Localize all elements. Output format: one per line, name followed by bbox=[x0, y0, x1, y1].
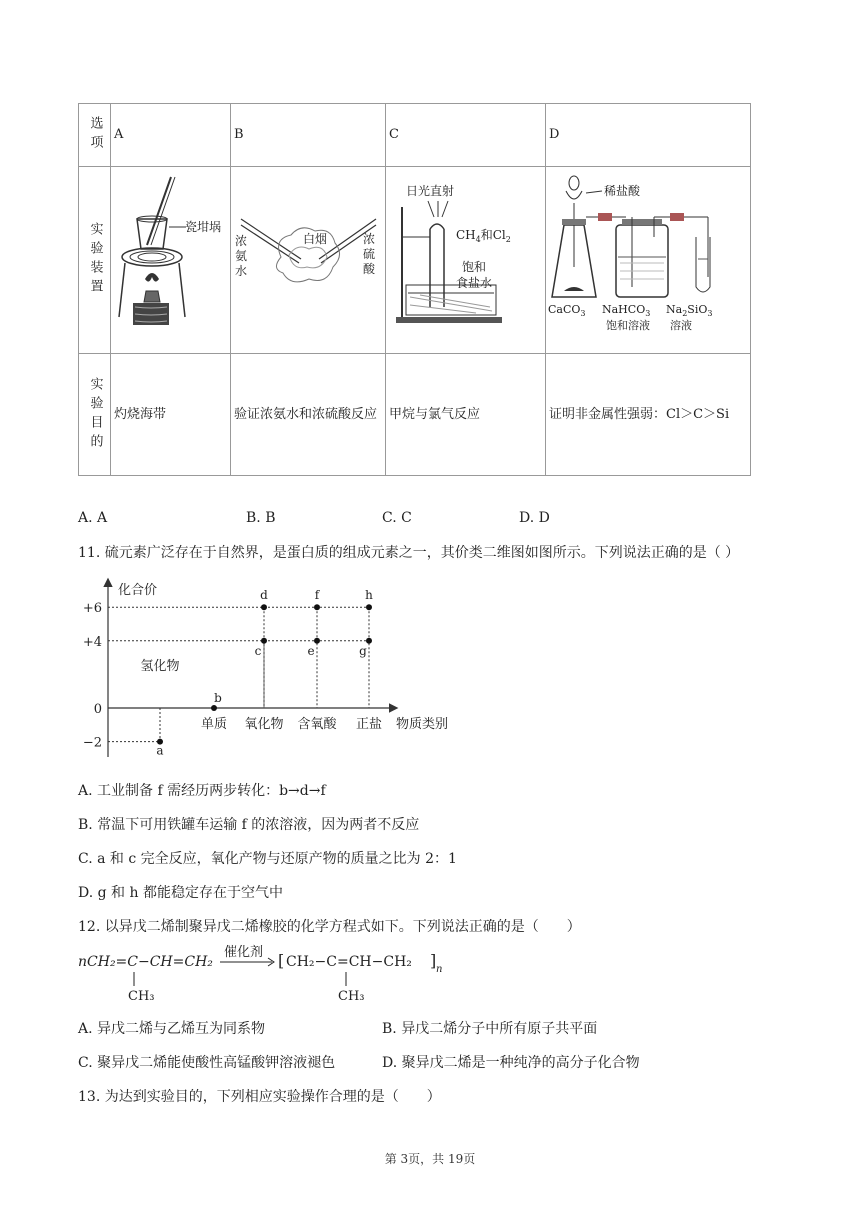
label-ch4-cl2: $CH_4$和$Cl_2$ bbox=[456, 228, 511, 244]
category-label: 含氧酸 bbox=[297, 717, 337, 732]
q10-choice-c[interactable]: C. C bbox=[382, 510, 412, 526]
label-caco3: CaCO$_3$ bbox=[548, 303, 586, 318]
table-row bbox=[79, 354, 751, 476]
purpose-c: 甲烷与氯气反应 bbox=[386, 354, 546, 476]
q13-stem: 13. 为达到实验目的，下列相应实验操作合理的是（ ） bbox=[78, 1089, 441, 1105]
table-row bbox=[79, 167, 751, 354]
q11-choice-a[interactable]: A. 工业制备 f 需经历两步转化：b→d→f bbox=[78, 783, 326, 799]
methane-chlorine-apparatus-image bbox=[386, 167, 546, 345]
equation-methyl-left: CH₃ bbox=[128, 989, 155, 1004]
q11-choice-b[interactable]: B. 常温下可用铁罐车运输 f 的浓溶液，因为两者不反应 bbox=[78, 817, 420, 833]
nonmetal-strength-apparatus-image bbox=[546, 167, 751, 345]
equation-right: CH₂−C=CH−CH₂ bbox=[286, 954, 412, 970]
point-label-d: d bbox=[260, 588, 268, 603]
equation-left: nCH₂=C−CH=CH₂ bbox=[78, 954, 213, 970]
q11-choice-c[interactable]: C. a 和 c 完全反应，氧化产物与还原产物的质量之比为 2：1 bbox=[78, 851, 457, 867]
label-conc-ammonia: 浓氨水 bbox=[235, 234, 248, 278]
bracket-right: ] bbox=[430, 951, 437, 970]
label-conc-sulfuric: 浓硫酸 bbox=[363, 232, 376, 276]
equation-methyl-right: CH₃ bbox=[338, 989, 365, 1004]
q10-choice-d[interactable]: D. D bbox=[519, 510, 550, 526]
apparatus-d bbox=[546, 167, 751, 354]
point-label-b: b bbox=[214, 691, 222, 705]
x-axis-label: 物质类别 bbox=[396, 717, 449, 732]
q12-choice-c[interactable]: C. 聚异戊二烯能使酸性高锰酸钾溶液褪色 bbox=[78, 1055, 336, 1071]
point-label-e: e bbox=[307, 643, 315, 658]
valence-class-chart bbox=[78, 572, 468, 762]
point-label-g: g bbox=[359, 643, 367, 658]
row-label-purpose: 实验目的 bbox=[79, 354, 111, 476]
y-axis-label: 化合价 bbox=[118, 583, 158, 598]
label-direct-sunlight: 日光直射 bbox=[406, 184, 455, 198]
point-e bbox=[314, 638, 320, 644]
crucible-apparatus-image bbox=[111, 167, 231, 345]
label-solution: 溶液 bbox=[670, 319, 692, 332]
crucible-label: 瓷坩埚 bbox=[185, 220, 222, 234]
header-c: C bbox=[386, 104, 546, 167]
point-h bbox=[366, 604, 372, 610]
label-dilute-hcl: 稀盐酸 bbox=[604, 184, 641, 198]
label-saturated-solution: 饱和溶液 bbox=[606, 319, 650, 332]
point-c bbox=[261, 638, 267, 644]
label-na2sio3: $Na_2SiO_3$ bbox=[666, 303, 713, 318]
q11-choice-d[interactable]: D. g 和 h 都能稳定存在于空气中 bbox=[78, 885, 283, 901]
point-g bbox=[366, 638, 372, 644]
purpose-a: 灼烧海带 bbox=[111, 354, 231, 476]
category-label: 正盐 bbox=[355, 717, 383, 732]
header-a: A bbox=[111, 104, 231, 167]
label-brine: 食盐水 bbox=[456, 276, 493, 290]
y-tick-label: +6 bbox=[82, 601, 102, 617]
equation-n: n bbox=[436, 964, 443, 975]
purpose-d: 证明非金属性强弱：Cl＞C＞Si bbox=[546, 354, 751, 476]
q10-choice-a[interactable]: A. A bbox=[78, 510, 108, 526]
q11-stem: 11. 硫元素广泛存在于自然界，是蛋白质的组成元素之一，其价类二维图如图所示。下列说法正确的是（ ） bbox=[78, 545, 740, 561]
label-saturated: 饱和 bbox=[462, 260, 487, 274]
point-label-c: c bbox=[254, 643, 262, 658]
page-footer: 第 3页，共 19页 bbox=[384, 1152, 476, 1166]
purpose-b: 验证浓氨水和浓硫酸反应 bbox=[231, 354, 386, 476]
q12-choice-d[interactable]: D. 聚异戊二烯是一种纯净的高分子化合物 bbox=[382, 1055, 640, 1071]
category-label: 单质 bbox=[200, 717, 228, 732]
apparatus-b bbox=[231, 167, 386, 354]
bracket-left: [ bbox=[278, 951, 285, 970]
point-b bbox=[211, 705, 217, 711]
header-b: B bbox=[231, 104, 386, 167]
row-label-option: 选项 bbox=[79, 104, 111, 167]
q10-choice-b[interactable]: B. B bbox=[246, 510, 276, 526]
polymerization-equation bbox=[78, 942, 478, 1004]
point-d bbox=[261, 604, 267, 610]
point-label-f: f bbox=[314, 588, 320, 603]
q12-stem: 12. 以异戊二烯制聚异戊二烯橡胶的化学方程式如下。下列说法正确的是（ ） bbox=[78, 919, 581, 935]
label-white-smoke: 白烟 bbox=[303, 232, 328, 246]
apparatus-c bbox=[386, 167, 546, 354]
point-label-h: h bbox=[365, 588, 373, 603]
header-d: D bbox=[546, 104, 751, 167]
equation-catalyst: 催化剂 bbox=[224, 945, 264, 960]
q12-choice-a[interactable]: A. 异戊二烯与乙烯互为同系物 bbox=[78, 1021, 266, 1037]
ammonia-acid-apparatus-image bbox=[231, 167, 386, 345]
category-label: 氢化物 bbox=[140, 659, 180, 674]
row-label-apparatus: 实验装置 bbox=[79, 167, 111, 354]
y-tick-label: −2 bbox=[82, 735, 102, 751]
q12-choice-b[interactable]: B. 异戊二烯分子中所有原子共平面 bbox=[382, 1021, 598, 1037]
point-f bbox=[314, 604, 320, 610]
y-tick-label: 0 bbox=[93, 702, 102, 717]
apparatus-a bbox=[111, 167, 231, 354]
point-label-a: a bbox=[156, 743, 164, 758]
label-nahco3: NaHCO$_3$ bbox=[602, 303, 651, 318]
table-row bbox=[79, 104, 751, 167]
y-tick-label: +4 bbox=[82, 634, 102, 650]
options-table bbox=[78, 103, 751, 476]
category-label: 氧化物 bbox=[244, 717, 284, 732]
